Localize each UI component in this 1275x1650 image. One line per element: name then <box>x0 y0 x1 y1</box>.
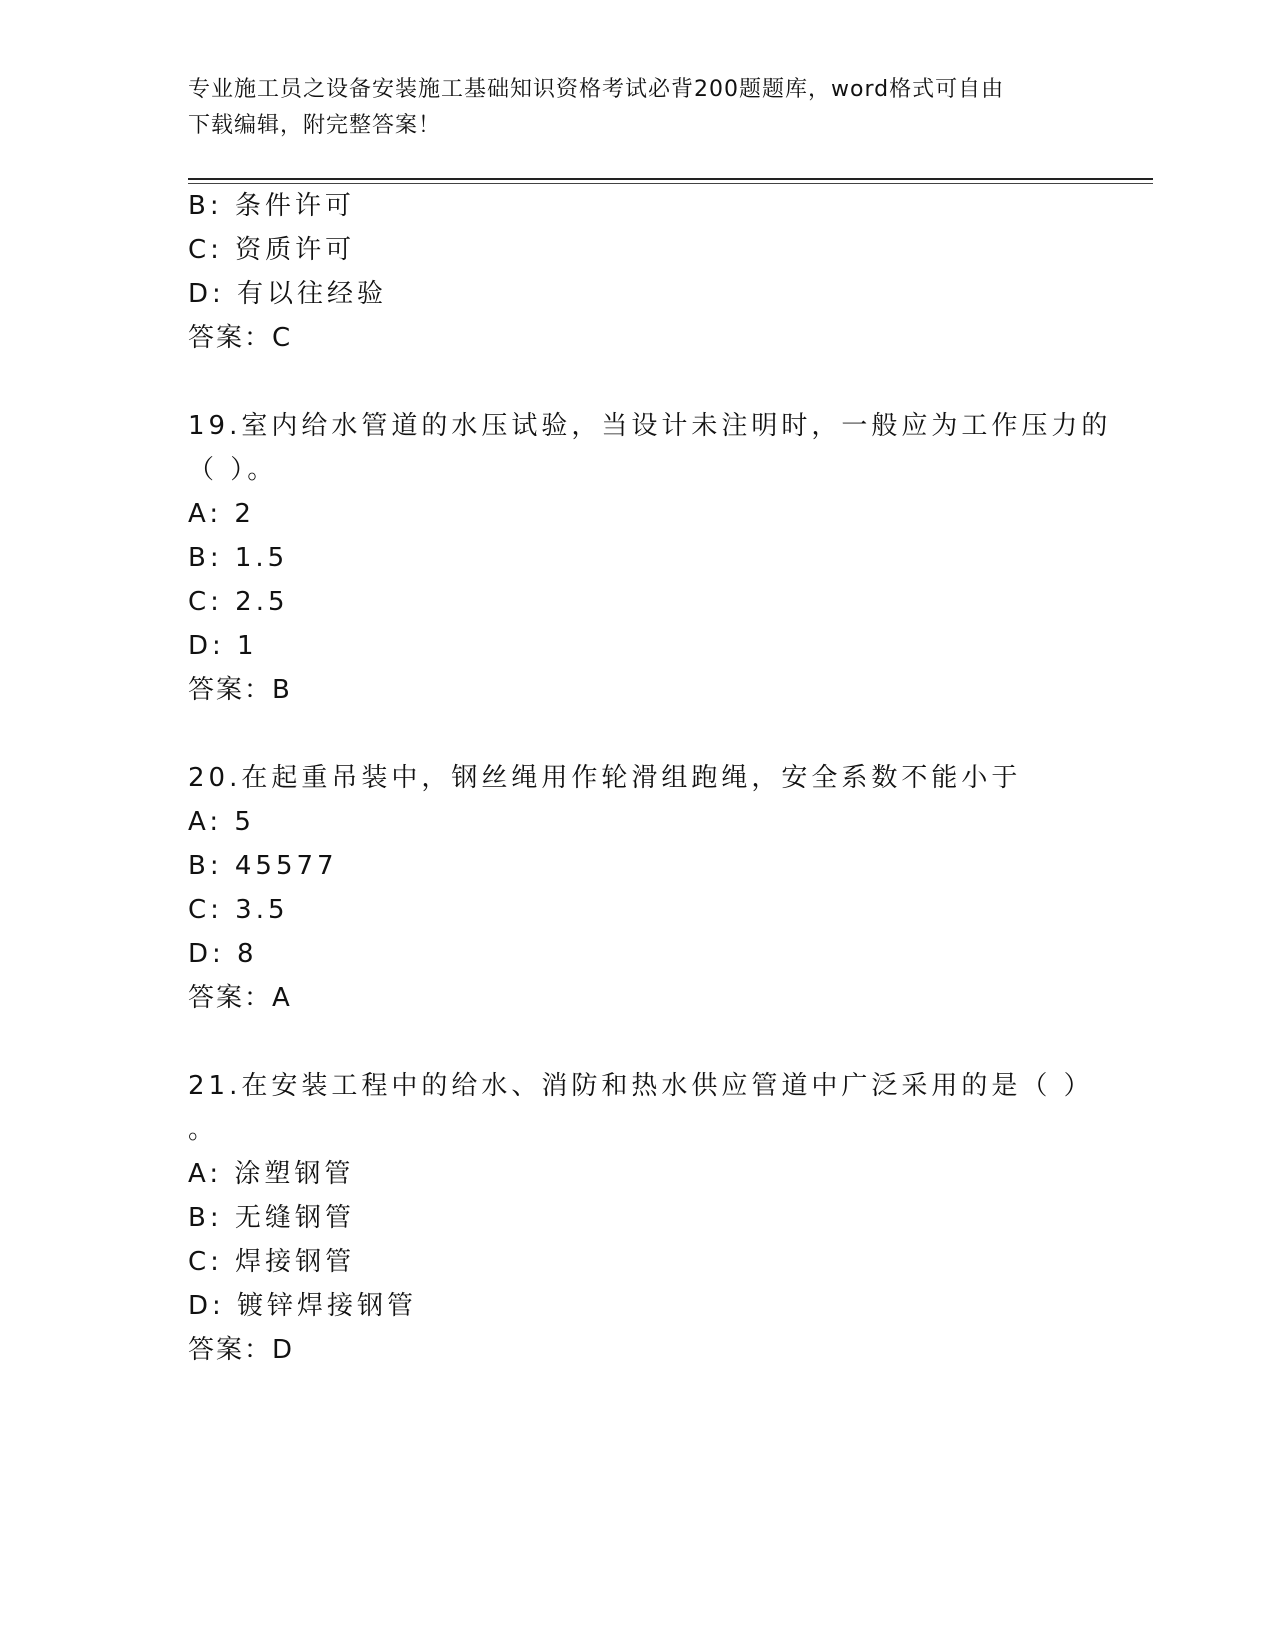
q19-option-c: C: 2.5 <box>188 587 289 617</box>
q18-option-c: C: 资质许可 <box>188 235 356 265</box>
q21-answer: 答案：D <box>188 1335 295 1365</box>
q19-answer: 答案：B <box>188 675 292 705</box>
q19-option-d: D: 1 <box>188 631 258 661</box>
q21-stem-line-1: 21.在安装工程中的给水、消防和热水供应管道中广泛采用的是（ ） <box>188 1071 1094 1101</box>
q20-stem-line-1: 20.在起重吊装中，钢丝绳用作轮滑组跑绳，安全系数不能小于 <box>188 763 1022 793</box>
q19-stem-line-1: 19.室内给水管道的水压试验，当设计未注明时，一般应为工作压力的 <box>188 411 1112 441</box>
q21-option-a: A: 涂塑钢管 <box>188 1159 355 1189</box>
q20-option-a: A: 5 <box>188 807 255 837</box>
q21-option-c: C: 焊接钢管 <box>188 1247 356 1277</box>
q19-option-b: B: 1.5 <box>188 543 289 573</box>
header-line-1: 专业施工员之设备安装施工基础知识资格考试必背200题题库，word格式可自由 <box>188 77 1005 102</box>
q18-option-d: D: 有以往经验 <box>188 279 388 309</box>
q20-option-c: C: 3.5 <box>188 895 289 925</box>
header-line-2: 下载编辑，附完整答案！ <box>188 113 442 138</box>
header-divider-thick <box>188 178 1153 180</box>
q19-stem-line-2: （ ）。 <box>188 455 278 485</box>
header-divider-thin <box>188 183 1153 184</box>
q21-stem-line-2: 。 <box>188 1115 219 1145</box>
document-header <box>188 72 1088 144</box>
q21-option-b: B: 无缝钢管 <box>188 1203 355 1233</box>
q19-option-a: A: 2 <box>188 499 255 529</box>
q20-option-b: B: 45577 <box>188 851 338 881</box>
q20-answer: 答案：A <box>188 983 292 1013</box>
q18-answer: 答案：C <box>188 323 293 353</box>
q21-option-d: D: 镀锌焊接钢管 <box>188 1291 418 1321</box>
q20-option-d: D: 8 <box>188 939 258 969</box>
q18-option-b: B: 条件许可 <box>188 191 355 221</box>
